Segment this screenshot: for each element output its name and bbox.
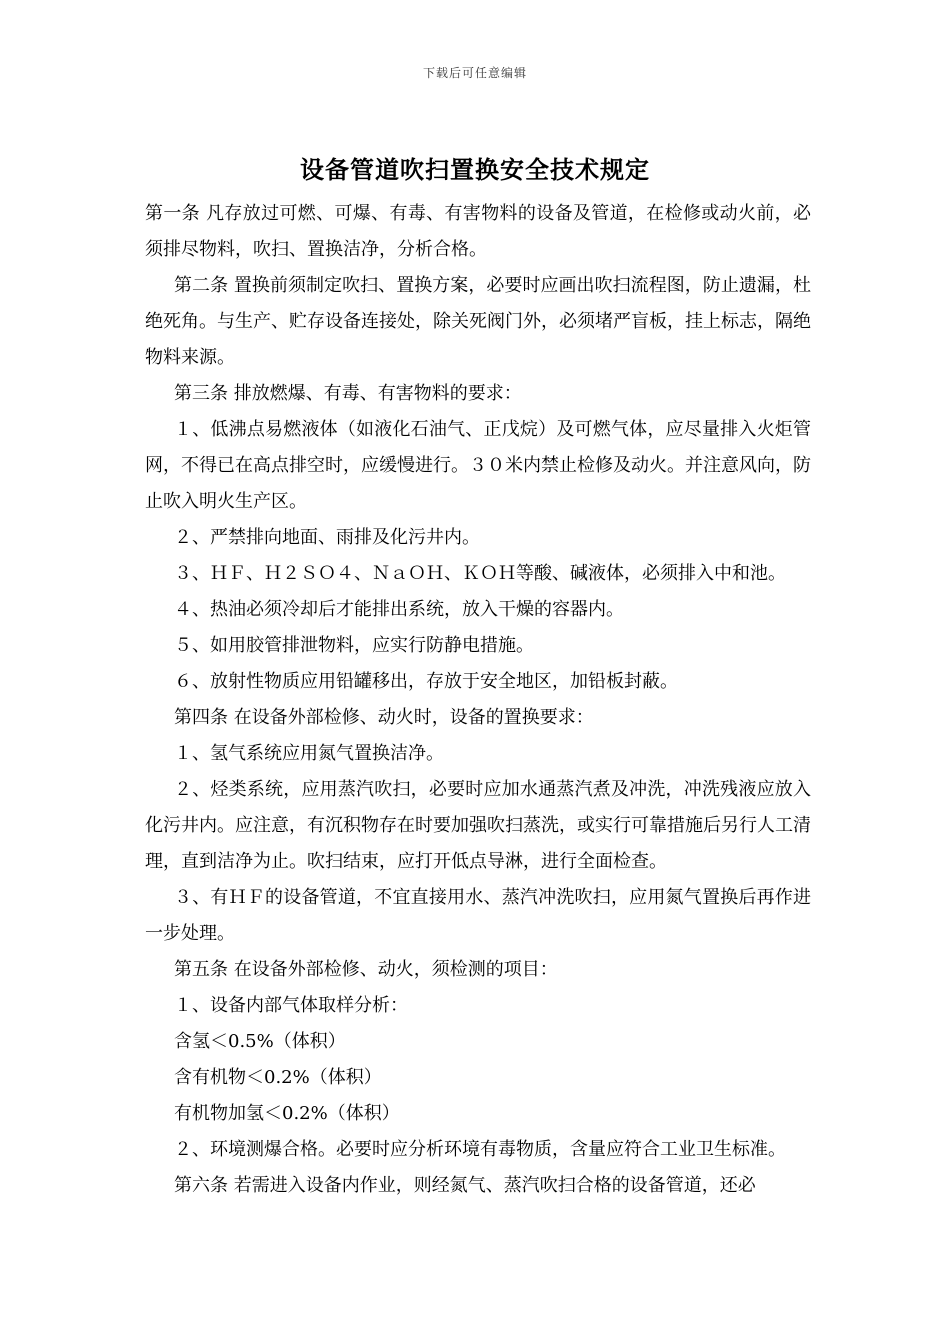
- paragraph-article-4: 第四条 在设备外部检修、动火时，设备的置换要求：: [174, 707, 594, 728]
- paragraph-item: ２、烃类系统，应用蒸汽吹扫，必要时应加水通蒸汽煮及冲洗，冲洗残液应放入化污井内。应注意，有沉积物存在时要加强吹扫蒸洗，或实行可靠措施后另行人工清理，直到洁净为止。吹扫结束，应打开低点导淋，进行全面检查。: [145, 779, 811, 872]
- paragraph-item: ２、严禁排向地面、雨排及化污井内。: [174, 527, 480, 548]
- paragraph-article-5: 第五条 在设备外部检修、动火，须检测的项目：: [174, 959, 558, 980]
- paragraph-item: ３、ＨＦ、Ｈ２ＳＯ４、ＮａＯＨ、ＫＯＨ等酸、碱液体，必须排入中和池。: [174, 563, 786, 584]
- paragraph-criterion: 有机物加氢＜0.2%（体积）: [174, 1103, 400, 1124]
- paragraph-article-3: 第三条 排放燃爆、有毒、有害物料的要求：: [174, 383, 522, 404]
- document-title: 设备管道吹扫置换安全技术规定: [300, 155, 650, 184]
- paragraph-article-6: 第六条 若需进入设备内作业，则经氮气、蒸汽吹扫合格的设备管道，还必: [174, 1175, 756, 1196]
- paragraph-article-2: 第二条 置换前须制定吹扫、置换方案，必要时应画出吹扫流程图，防止遗漏，杜绝死角。与生产、贮存设备连接处，除关死阀门外，必须堵严盲板，挂上标志，隔绝物料来源。: [145, 275, 811, 368]
- paragraph-item: １、设备内部气体取样分析：: [174, 995, 408, 1016]
- paragraph-criterion: 含有机物＜0.2%（体积）: [174, 1067, 382, 1088]
- paragraph-item: １、氢气系统应用氮气置换洁净。: [174, 743, 444, 764]
- paragraph-item: ６、放射性物质应用铅罐移出，存放于安全地区，加铅板封蔽。: [174, 671, 678, 692]
- paragraph-article-1: 第一条 凡存放过可燃、可爆、有毒、有害物料的设备及管道，在检修或动火前，必须排尽物料，吹扫、置换洁净，分析合格。: [145, 203, 811, 260]
- header-note: 下载后可任意编辑: [422, 66, 527, 80]
- paragraph-item: ５、如用胶管排泄物料，应实行防静电措施。: [174, 635, 534, 656]
- paragraph-item: ３、有ＨＦ的设备管道，不宜直接用水、蒸汽冲洗吹扫，应用氮气置换后再作进一步处理。: [145, 887, 811, 944]
- paragraph-item: ２、环境测爆合格。必要时应分析环境有毒物质，含量应符合工业卫生标准。: [174, 1139, 786, 1160]
- paragraph-criterion: 含氢＜0.5%（体积）: [174, 1031, 346, 1052]
- paragraph-item: ４、热油必须冷却后才能排出系统，放入干燥的容器内。: [174, 599, 624, 620]
- paragraph-item: １、低沸点易燃液体（如液化石油气、正戊烷）及可燃气体，应尽量排入火炬管网，不得已在高点排空时，应缓慢进行。３０米内禁止检修及动火。并注意风向，防止吹入明火生产区。: [145, 419, 811, 512]
- document-body: [145, 196, 811, 1204]
